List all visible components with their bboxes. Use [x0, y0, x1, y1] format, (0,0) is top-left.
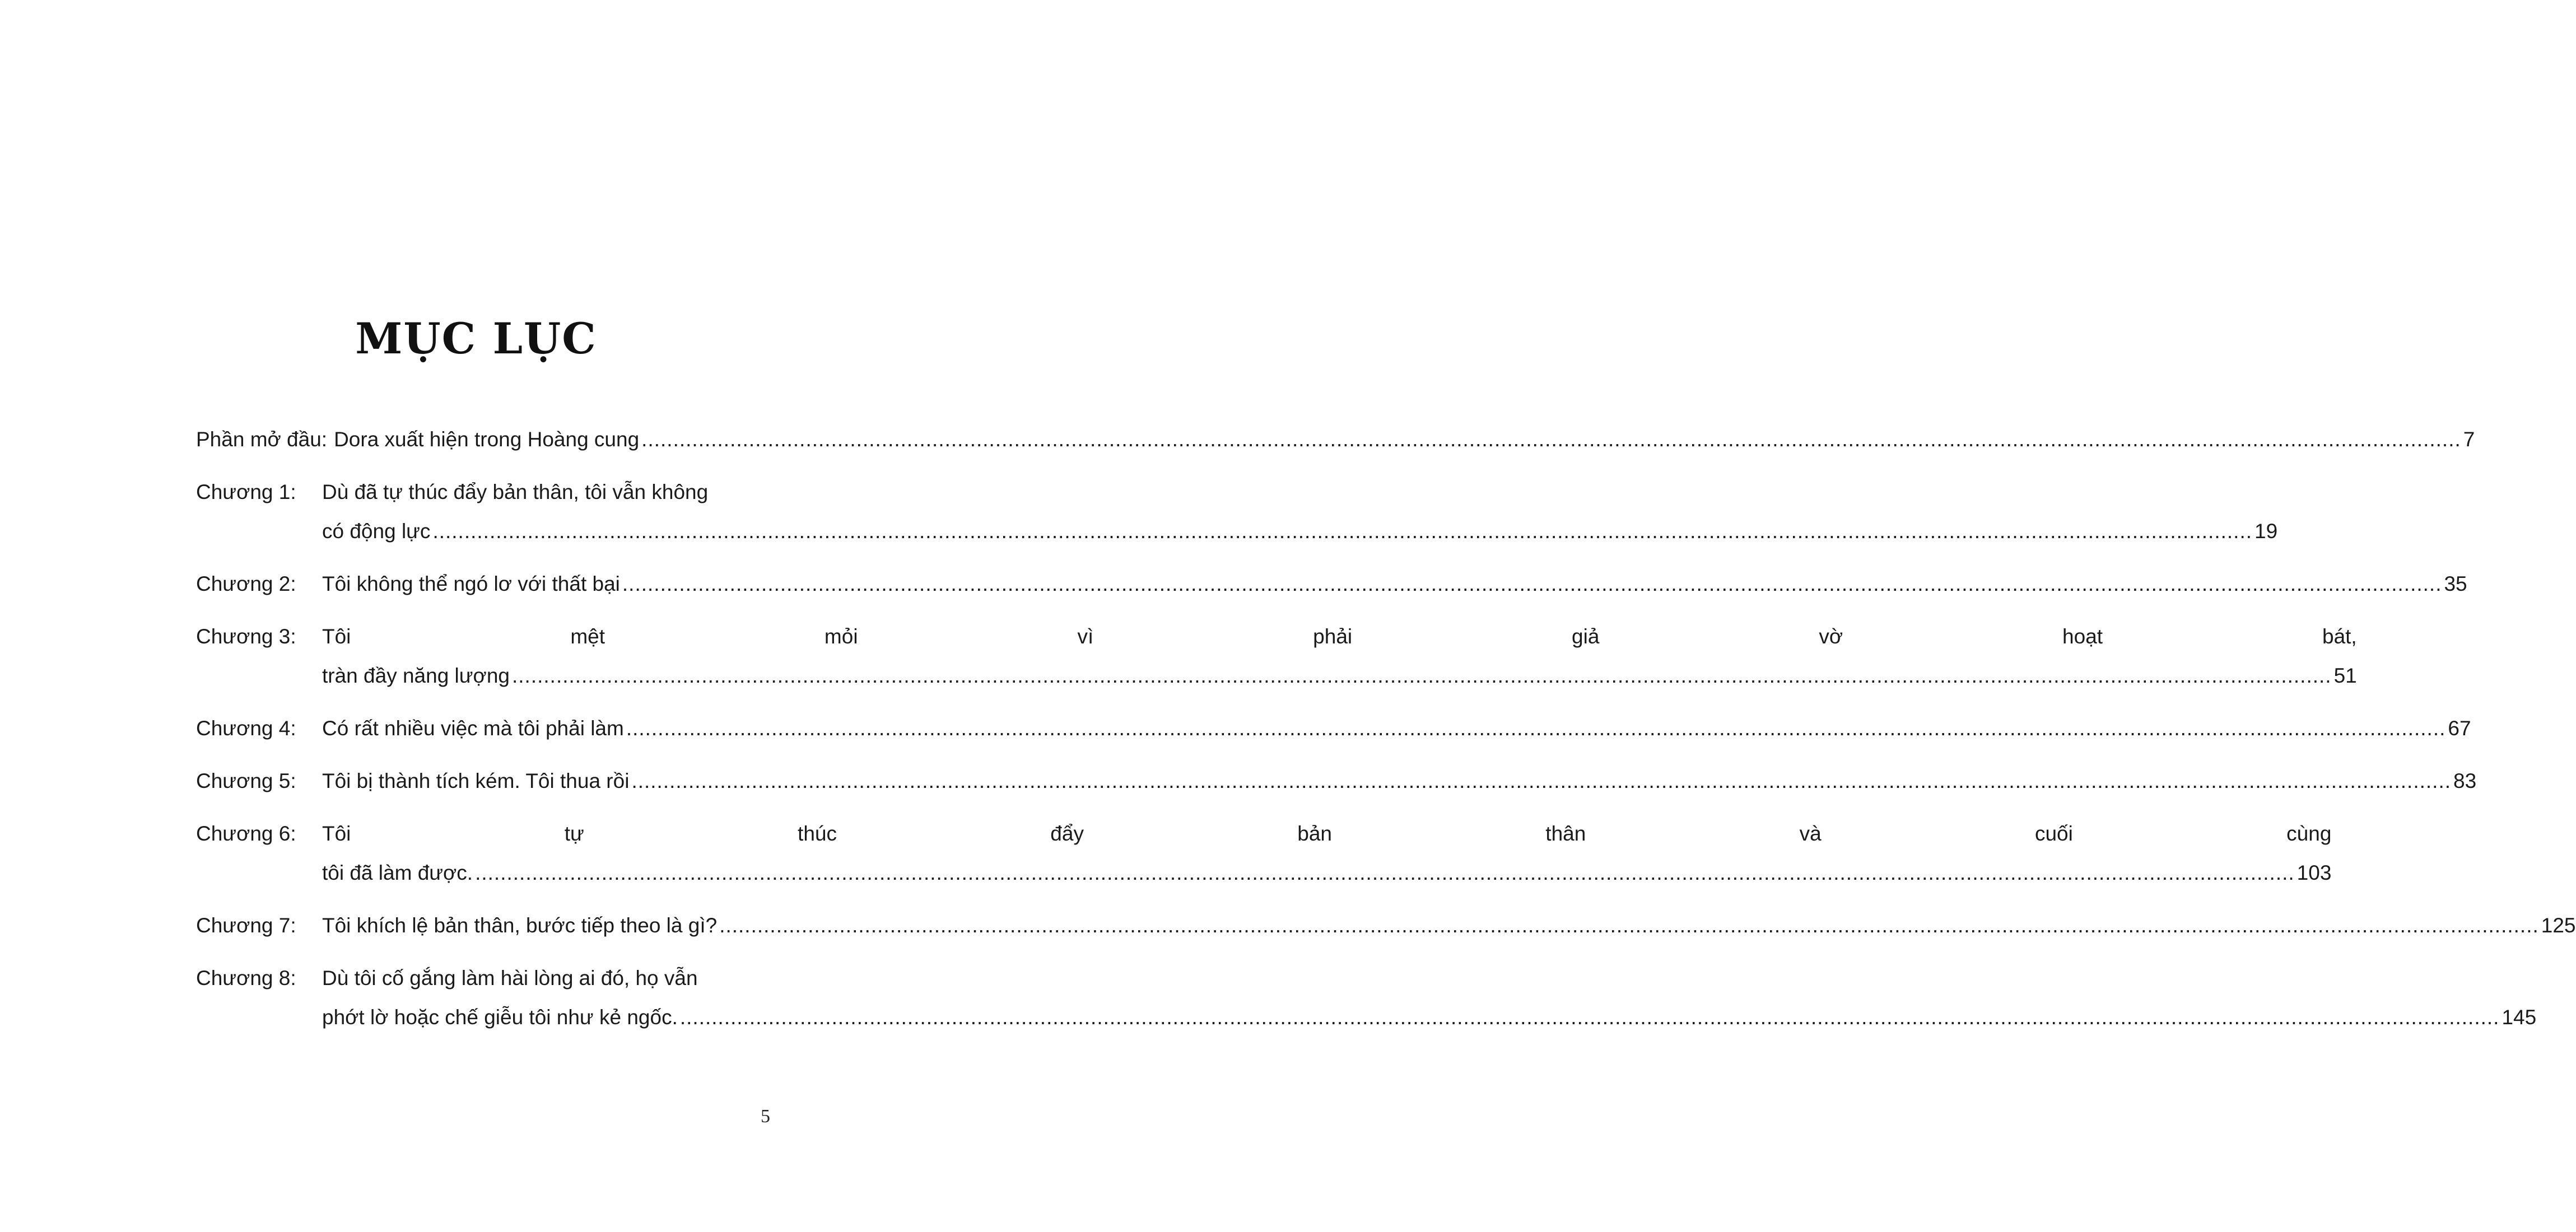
toc-entry-body	[322, 906, 2576, 945]
toc-entry-chapter-1[interactable]	[196, 473, 2278, 551]
toc-page-number: 35	[2444, 572, 2467, 595]
toc-page-number: 51	[2333, 664, 2357, 687]
toc-page-number: 67	[2448, 717, 2471, 740]
toc-entry-body	[322, 814, 2331, 893]
dot-leader	[622, 564, 2442, 604]
toc-chapter-label: Chương 5:	[196, 769, 296, 792]
toc-page-number: 145	[2502, 1006, 2537, 1029]
toc-page-number: 125	[2541, 914, 2576, 937]
toc-line	[322, 709, 2471, 748]
toc-chapter-title-line: Tôi mệt mỏi vì phải giả vờ hoạt bát,	[322, 625, 2357, 648]
toc-entry-chapter-6[interactable]	[196, 814, 2332, 893]
toc-entry-body	[322, 762, 2476, 801]
toc-entry-body	[196, 420, 2475, 459]
dot-leader	[475, 853, 2295, 893]
toc-entry-chapter-8[interactable]	[196, 959, 2537, 1037]
toc-line	[322, 762, 2476, 801]
toc-line	[322, 853, 2331, 893]
dot-leader	[631, 762, 2451, 801]
toc-prologue-label: Phần mở đầu:	[196, 428, 328, 451]
dot-leader	[626, 709, 2446, 748]
toc-entry-chapter-4[interactable]	[196, 709, 2471, 748]
toc-chapter-label: Chương 6:	[196, 822, 296, 845]
toc-chapter-title-line: Có rất nhiều việc mà tôi phải làm	[322, 717, 624, 740]
toc-entry-chapter-7[interactable]	[196, 906, 2576, 945]
toc-chapter-label: Chương 4:	[196, 717, 296, 740]
toc-chapter-label: Chương 1:	[196, 480, 296, 503]
toc-line	[322, 656, 2357, 696]
toc-entry-body	[322, 564, 2467, 604]
toc-chapter-label: Chương 7:	[196, 914, 296, 937]
toc-line	[322, 512, 2277, 551]
toc-line	[322, 814, 2331, 853]
dot-leader	[432, 512, 2252, 551]
toc-entry-chapter-3[interactable]	[196, 617, 2357, 696]
toc-page-number: 7	[2463, 428, 2475, 451]
toc-entry-chapter-2[interactable]	[196, 564, 2467, 604]
toc-line	[322, 617, 2357, 656]
toc-entry-prologue[interactable]	[196, 420, 2475, 459]
toc-page-number: 83	[2453, 769, 2477, 792]
toc-chapter-title-line: có động lực	[322, 520, 431, 543]
dot-leader	[512, 656, 2332, 696]
page-title: MỤC LỤC	[355, 314, 597, 363]
toc-entry-body	[322, 473, 2277, 551]
toc-chapter-title-line: phớt lờ hoặc chế giễu tôi như kẻ ngốc.	[322, 1006, 678, 1029]
toc-page-number: 103	[2296, 861, 2332, 884]
toc-line	[322, 473, 2277, 512]
toc-chapter-title-line: Tôi bị thành tích kém. Tôi thua rồi	[322, 769, 630, 792]
toc-entry-chapter-5[interactable]	[196, 762, 2477, 801]
toc-line	[322, 998, 2536, 1037]
page-number: 5	[761, 1106, 770, 1127]
toc-line	[196, 420, 2475, 459]
toc-page-number: 19	[2254, 520, 2278, 543]
dot-leader	[719, 906, 2539, 945]
dot-leader	[680, 998, 2500, 1037]
toc-chapter-title-line: Dù đã tự thúc đẩy bản thân, tôi vẫn không	[322, 480, 709, 503]
toc-chapter-title-line: tràn đầy năng lượng	[322, 664, 510, 687]
toc-line	[322, 959, 2536, 998]
toc-entry-body	[322, 959, 2536, 1037]
toc-line	[322, 564, 2467, 604]
dot-leader	[641, 420, 2461, 459]
toc-chapter-label: Chương 8:	[196, 967, 296, 990]
toc-chapter-label: Chương 3:	[196, 625, 296, 648]
toc-chapter-title-line: tôi đã làm được.	[322, 861, 473, 884]
toc-chapter-title-line: Tôi không thể ngó lơ với thất bại	[322, 572, 620, 595]
toc-entry-body	[322, 709, 2471, 748]
toc-line	[322, 906, 2576, 945]
toc-entry-body	[322, 617, 2357, 696]
table-of-contents	[196, 420, 2576, 1051]
toc-prologue-title: Dora xuất hiện trong Hoàng cung	[334, 428, 640, 451]
toc-chapter-title-line: Tôi tự thúc đẩy bản thân và cuối cùng	[322, 822, 2332, 845]
toc-chapter-title-line: Dù tôi cố gắng làm hài lòng ai đó, họ vẫn	[322, 967, 698, 990]
toc-chapter-label: Chương 2:	[196, 572, 296, 595]
toc-chapter-title-line: Tôi khích lệ bản thân, bước tiếp theo là gì?	[322, 914, 718, 937]
